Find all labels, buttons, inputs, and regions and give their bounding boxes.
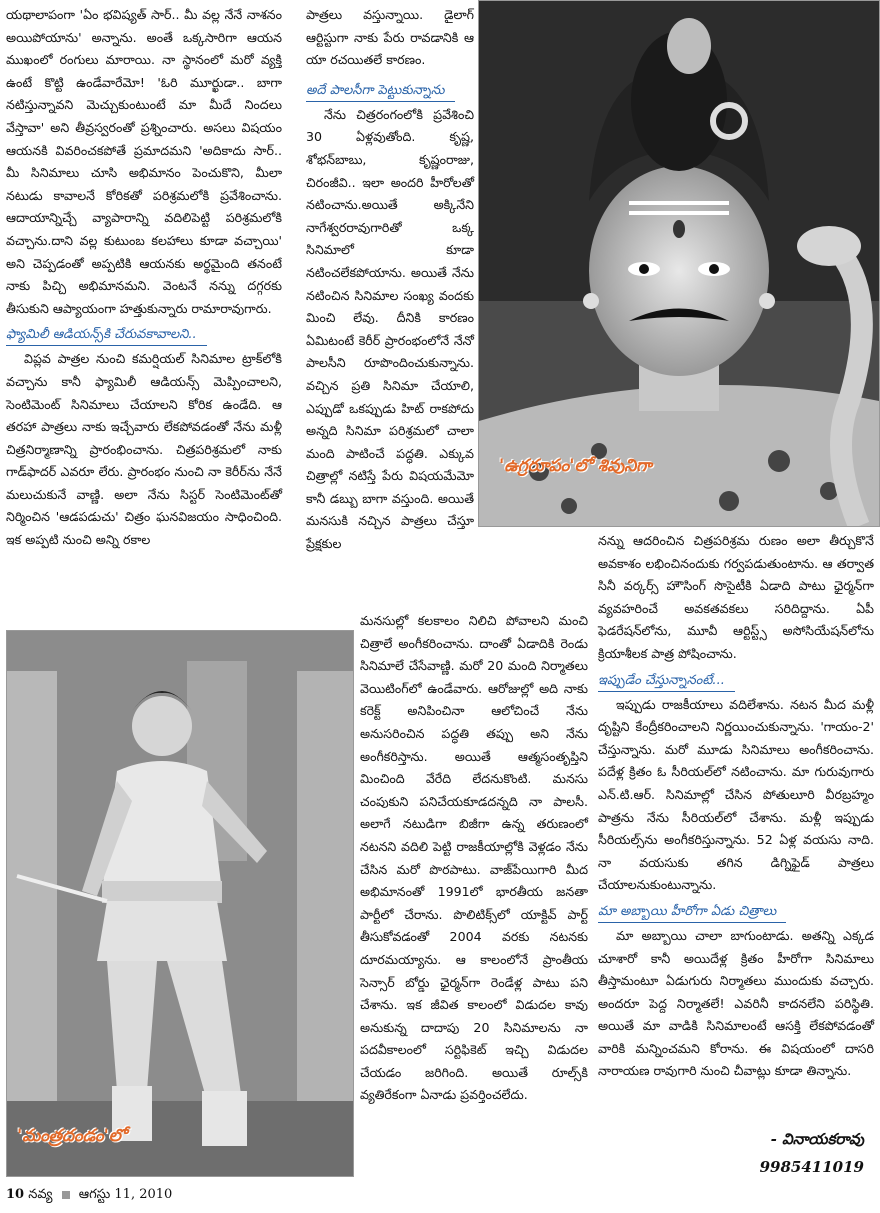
shiva-photo: [478, 0, 880, 527]
col2-paragraph-2: నేను చిత్రరంగంలోకి ప్రవేశించి 30 ఏళ్లవుతోంది. కృష్ణ, శోభన్‌బాబు, కృష్ణంరాజు, చిరంజీవి.. ఇలా అందరి హీరోలతో నటించాను.అయితే అక్కినేని నాగేశ్వరరావుగారితో ఒక్క సినిమాలో కూడా నటించలేకపోయాను. అయితే నేను నటించిన సినిమాల సంఖ్య వందకు మించి లేవు. దీనికి కారణం ఏమిటంటే కెరీర్ ప్రారంభంలోనే నేనో పాలసీని రూపొందించుకున్నాను. వచ్చిన ప్రతి సినిమా చేయాలి, ఎప్పుడో ఒకప్పుడు హిట్ రాకపోదు అన్నది సినిమా పరిశ్రమలో చాలా మంది పాటించే పద్ధతి. ఎక్కువ చిత్రాల్లో నటిస్తే పేరు విషయమేమో కానీ డబ్బు బాగా వస్తుంది. అయితే మనసుకి నచ్చిన పాత్రలు చేస్తూ ప్రేక్షకుల: [306, 106, 474, 552]
col3-paragraph-1: నన్ను ఆదరించిన చిత్రపరిశ్రమ రుణం అలా తీర్చుకొనే అవకాశం లభించినందుకు గర్వపడుతుంటాను. ఆ తర్వాత సినీ వర్కర్స్ హౌసింగ్ సొసైటీకి ఏడాది పాటు ఛైర్మన్‌గా వ్యవహరించే అవకతవకలు సరిదిద్దాను. ఏపీ ఫెడరేషన్‌లోను, మూవీ ఆర్టిస్ట్స్ అసోసియేషన్‌లోను క్రియాశీలక పాత్ర పోషించాను.: [598, 533, 874, 661]
column-2-lower: [360, 610, 588, 1107]
page-number: 10: [6, 1187, 25, 1202]
heading-policy: అదే పాలసీగా పెట్టుకున్నాను: [306, 80, 455, 102]
column-2: [306, 4, 474, 556]
col2-paragraph-1: పాత్రలు వస్తున్నాయి. డైలాగ్ ఆర్టిస్టుగా నాకు పేరు రావడానికి ఆ యా రచయితలే కారణం.: [306, 7, 474, 68]
col1-paragraph-2: విప్లవ పాత్రల నుంచి కమర్షియల్ సినిమాల ట్రాక్‌లోకి వచ్చాను కానీ ఫ్యామిలీ ఆడియన్స్ మెప్పించాలని, సెంటిమెంట్ సినిమాలు చేయాలని కోరిక ఉండేది. ఆ తరహా పాత్రలు నాకు ఇచ్చేవారు లేకపోవడంతో నేను మళ్లీ చిత్రనిర్మాణాన్ని ప్రారంభించాను. చిత్రపరిశ్రమలో నాకు గాడ్‌ఫాదర్ ఎవరూ లేరు. ప్రారంభం నుంచి నా కెరీర్‌ను నేనే మలుచుకునే వాణ్ణి. అలా నేను సిస్టర్ సెంటిమెంట్‌తో నిర్మించిన 'ఆడపడుచు' చిత్రం ఘనవిజయం సాధించింది. ఇక అప్పటి నుంచి అన్ని రకాల: [6, 351, 282, 548]
col2b-paragraph: మనసుల్లో కలకాలం నిలిచి పోవాలని మంచి చిత్రాలే అంగీకరించాను. దాంతో ఏడాదికి రెండు సినిమాలే చేసేవాణ్ణి. మరో 20 మంది నిర్మాతలు వెయిటింగ్‌లో ఉండేవారు. ఆరోజుల్లో అది నాకు కరెక్ట్ అనిపించినా ఆలోచించే నేను అనుసరించిన పద్ధతి తప్పు అని నేను అంగీకరిస్తాను. అయితే ఆత్మసంతృప్తిని మించింది వేరేది లేదనుకొంటి. మనసు చంపుకుని పనిచేయకూడదన్నది నా పాలసీ. అలాగే నటుడిగా బిజీగా ఉన్న తరుణంలో నటనని వదిలి పెట్టి రాజకీయాల్లోకి వెళ్లడం నేను చేసిన మరో పొరపాటు. వాజ్‌పేయిగారి మీద అభిమానంతో 1991లో భారతీయ జనతా పార్టీలో చేరాను. పొలిటిక్స్‌లో యాక్టివ్ పార్ట్ తీసుకోవడంతో 2004 వరకు నటనకు దూరమయ్యాను. ఆ కాలంలోనే ప్రాంతీయ సెన్సార్ బోర్డు ఛైర్మన్‌గా రెండేళ్ల పాటు పని చేశాను. ఇక జీవిత కాలంలో విడుదల కావు అనుకున్న దాదాపు 20 సినిమాలను నా పదవీకాలంలో సర్టిఫికెట్ ఇచ్చి విడుదల చేయడం జరిగింది. అయితే రూల్స్‌కి వ్యతిరేకంగా ఏనాడు ప్రవర్తించలేదు.: [360, 613, 588, 1103]
col1-paragraph-1: యథాలాపంగా 'ఏం భవిష్యత్ సార్.. మీ వల్ల నేనే నాశనం అయిపోయాను' అన్నాను. అంతే ఒక్కసారిగా ఆయన ముఖంలో రంగులు మారాయి. నా స్థానంలో మరో వ్యక్తి ఉంటే కొట్టి ఉండేవారేమో! 'ఓరి మూర్ఖుడా.. బాగా నటిస్తున్నావని మెచ్చుకుంటుంటే మా మీదే నిందలు వేస్తావా' అని తీవ్రస్వరంతో ప్రశ్నించారు. అసలు విషయం ఆయనకి వివరించకపోతే ప్రమాదమని 'అదికాదు సార్.. మీ సినిమాలు చూసి అభిమానం పెంచుకొని, మీలా నటుడు కావాలనే కోరికతో పరిశ్రమలోకి ప్రవేశించాను. ఆదాయాన్నిచ్చే వ్యాపారాన్ని వదిలిపెట్టి పరిశ్రమలోకి వచ్చాను.దాని వల్ల కుటుంబ కలహాలు కూడా వచ్చాయి' అని చెప్పడంతో అప్పటికి ఆయనకు అర్థమైంది తనంటే నాకు పిచ్చి అభిమానమని. వెంటనే నన్ను దగ్గరకు తీసుకుని ఆప్యాయంగా హత్తుకున్నారు రామారావుగారు.: [6, 7, 282, 316]
costume-photo: [6, 630, 354, 1177]
col3-paragraph-3: మా అబ్బాయి చాలా బాగుంటాడు. అతన్ని ఎక్కడ చూశారో కానీ అయిదేళ్ల క్రితం హీరోగా సినిమాలు తీస్తామంటూ ఏడుగురు నిర్మాతలు ముందుకు వచ్చారు. అందరూ పెద్ద నిర్మాతలే! ఎవరినీ కాదనలేని పరిస్థితి. అయితే మా వాడికి సినిమాలంటే ఆసక్తి లేకపోవడంతో వారికి మన్నించమని కోరాను. ఈ విషయంలో దాసరి నారాయణ రావుగారి నుంచి చీవాట్లు కూడా తిన్నాను.: [598, 927, 874, 1079]
heading-family-audience: ఫ్యామిలీ ఆడియన్స్‌కి చేరువకావాలని..: [6, 324, 207, 346]
magazine-name: నవ్య: [28, 1187, 53, 1202]
heading-now: ఇప్పుడేం చేస్తున్నానంటే...: [598, 670, 735, 692]
heading-son: మా అబ్బాయి హీరోగా ఏడు చిత్రాలు: [598, 901, 786, 923]
column-3: [598, 530, 874, 1083]
col3-paragraph-2: ఇప్పుడు రాజకీయాలు వదిలేశాను. నటన మీద మళ్లీ దృష్టిని కేంద్రీకరించాలని నిర్ణయించుకున్నాను. 'గాయం-2' చేస్తున్నాను. మరో మూడు సినిమాలు అంగీకరించాను. పదేళ్ల క్రితం ఓ సీరియల్‌లో నటించాను. మా గురువుగారు ఎన్.టి.ఆర్. సినిమాల్లో చేసిన పోతులూరి వీరబ్రహ్మం పాత్రను నేను సీరియల్‌లో చేశాను. మళ్లీ ఇప్పుడు సీరియల్స్‌ను అంగీకరిస్తున్నాను. 52 ఏళ్ల వయసు నాది. నా వయసుకు తగిన డిగ్నిఫైడ్ పాత్రలు చేయాలనుకుంటున్నాను.: [598, 696, 874, 893]
caption-costume: 'మంత్రదండం'లో: [17, 1126, 127, 1146]
page-footer: [6, 1187, 172, 1205]
issue-date: ఆగస్టు 11, 2010: [78, 1187, 173, 1202]
separator-square: [62, 1191, 70, 1199]
column-1: [6, 4, 282, 552]
caption-shiva: 'ఉగ్రరూపం'లో శివునిగా: [499, 456, 652, 476]
byline: - వినాయకరావు: [770, 1130, 864, 1148]
phone-number: 9985411019: [759, 1158, 864, 1176]
